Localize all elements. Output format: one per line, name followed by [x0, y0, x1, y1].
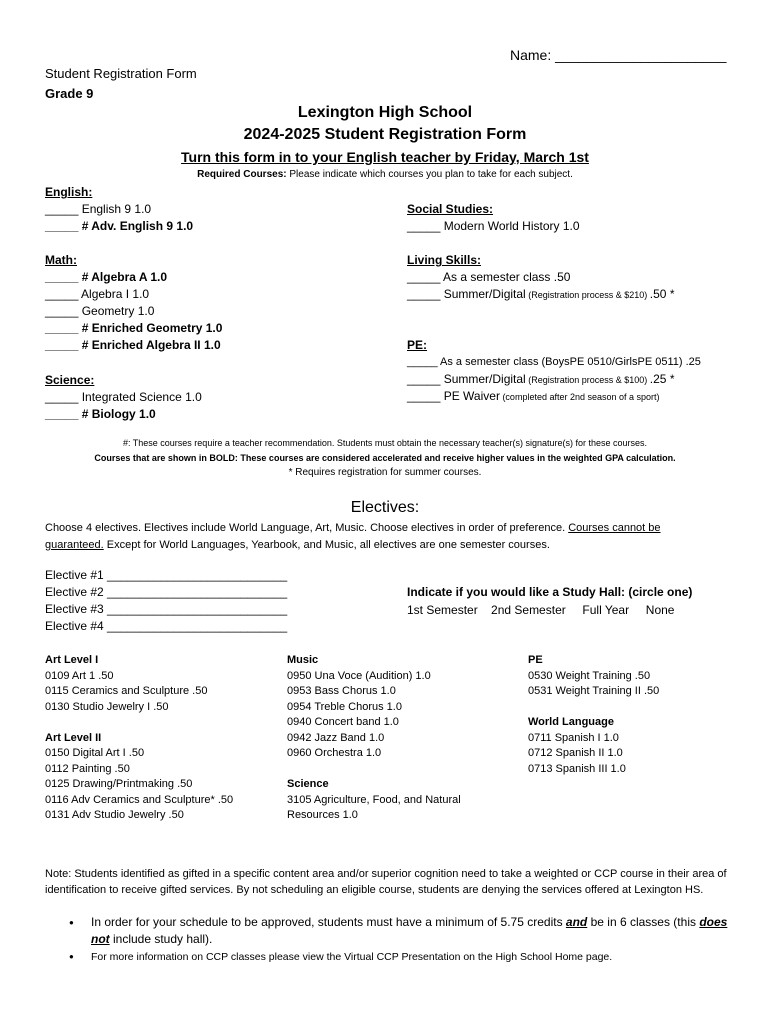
- instruction: Turn this form in to your English teacher by Friday, March 1st: [181, 149, 589, 165]
- math-heading: Math:: [45, 253, 77, 267]
- item-note: (completed after 2nd season of a sport): [499, 392, 660, 402]
- social-studies-section: [407, 201, 580, 235]
- living-skills-item: [407, 286, 674, 303]
- english-item: _____ # Adv. English 9 1.0: [45, 219, 194, 233]
- intro-text: Choose 4 electives. Electives include World Language, Art, Music. Choose electives in order of preference.: [45, 522, 569, 534]
- pe-item: [407, 388, 701, 405]
- intro-underline: Courses cannot be: [568, 522, 661, 534]
- world-language-heading: World Language: [528, 716, 614, 728]
- note-emphasis: does not: [91, 915, 728, 946]
- spacer: [45, 715, 233, 731]
- item-main: _____ Summer/Digital: [407, 287, 526, 301]
- required-label: Required Courses:: [197, 169, 287, 180]
- catalog-pe-language: [528, 653, 659, 777]
- required-courses-note: [0, 169, 770, 180]
- item-end: .25 *: [649, 372, 675, 386]
- art1-heading: Art Level I: [45, 654, 99, 666]
- item-note: (Registration process & $210): [525, 290, 650, 300]
- science-section: [45, 372, 202, 423]
- catalog-item: 0531 Weight Training II .50: [528, 685, 660, 697]
- item-end: .50 *: [649, 287, 675, 301]
- catalog-item: 0131 Adv Studio Jewelry .50: [45, 809, 184, 821]
- form-label: Student Registration Form: [45, 66, 197, 81]
- elective-slot[interactable]: Elective #1 ___________________________: [45, 568, 288, 582]
- catalog-art: [45, 653, 233, 824]
- science-item: _____ Integrated Science 1.0: [45, 390, 202, 404]
- catalog-item: Resources 1.0: [287, 809, 358, 821]
- study-hall-options[interactable]: 1st Semester 2nd Semester Full Year None: [407, 603, 675, 617]
- catalog-item: 0115 Ceramics and Sculpture .50: [45, 685, 208, 697]
- required-text: Please indicate which courses you plan to take for each subject.: [286, 169, 573, 180]
- notes-list: [45, 914, 735, 965]
- social-studies-heading: Social Studies:: [407, 202, 494, 216]
- item-note: (Registration process & $100): [525, 375, 650, 385]
- catalog-item: 0960 Orchestra 1.0: [287, 747, 382, 759]
- catalog-music-science: [287, 653, 461, 824]
- living-skills-item: _____ As a semester class .50: [407, 270, 571, 284]
- footnote-star: * Requires registration for summer courses.: [288, 467, 482, 478]
- english-section: [45, 184, 193, 235]
- school-title: Lexington High School: [297, 104, 473, 121]
- pe-heading: PE:: [407, 338, 428, 352]
- social-studies-item: _____ Modern World History 1.0: [407, 219, 580, 233]
- catalog-item: 0713 Spanish III 1.0: [528, 762, 626, 775]
- music-heading: Music: [287, 654, 319, 666]
- catalog-item: 0940 Concert band 1.0: [287, 716, 399, 728]
- catalog-item: 0112 Painting .50: [45, 762, 130, 775]
- catalog-item: 0950 Una Voce (Audition) 1.0: [287, 669, 431, 682]
- catalog-item: 0711 Spanish I 1.0: [528, 731, 619, 744]
- note-emphasis: and: [565, 915, 588, 929]
- math-item: _____ # Enriched Geometry 1.0: [45, 321, 223, 335]
- intro-text: Except for World Languages, Yearbook, and Music, all electives are one semester courses.: [103, 539, 550, 551]
- science-heading: Science:: [45, 373, 95, 387]
- footnote-hash: #: These courses require a teacher recommendation. Students must obtain the necessary teacher(s) signature(s) for these courses.: [122, 438, 648, 448]
- spacer: [528, 700, 659, 716]
- elective-slot[interactable]: Elective #2 ___________________________: [45, 585, 288, 599]
- catalog-item: 0150 Digital Art I .50: [45, 747, 145, 759]
- elective-slot[interactable]: Elective #3 ___________________________: [45, 602, 288, 616]
- item-main: _____ PE Waiver: [407, 389, 500, 403]
- catalog-item: 0953 Bass Chorus 1.0: [287, 685, 396, 697]
- math-item: _____ # Algebra A 1.0: [45, 270, 168, 284]
- catalog-item: 0530 Weight Training .50: [528, 669, 651, 682]
- math-item: _____ Algebra I 1.0: [45, 287, 150, 301]
- art2-heading: Art Level II: [45, 731, 102, 744]
- pe-catalog-heading: PE: [528, 654, 543, 666]
- grade-label: Grade 9: [45, 86, 94, 101]
- english-heading: English:: [45, 185, 93, 199]
- note-text: be in 6 classes (this: [587, 915, 700, 929]
- catalog-item: 3105 Agriculture, Food, and Natural: [287, 793, 461, 806]
- catalog-item: 0116 Adv Ceramics and Sculpture* .50: [45, 793, 234, 806]
- living-skills-heading: Living Skills:: [407, 253, 482, 267]
- catalog-item: 0954 Treble Chorus 1.0: [287, 700, 402, 713]
- catalog-item: 0125 Drawing/Printmaking .50: [45, 778, 193, 790]
- pe-item: _____ As a semester class (BoysPE 0510/GirlsPE 0511) .25: [407, 356, 701, 368]
- name-field-label: Name: ______________________: [510, 47, 727, 63]
- item-main: _____ Summer/Digital: [407, 372, 526, 386]
- intro-underline: guaranteed.: [45, 539, 104, 551]
- living-skills-section: [407, 252, 674, 303]
- catalog-item: 0130 Studio Jewelry I .50: [45, 700, 169, 713]
- catalog-item: 0712 Spanish II 1.0: [528, 747, 623, 759]
- note-text: include study hall).: [109, 932, 213, 946]
- catalog-item: 0109 Art 1 .50: [45, 669, 114, 682]
- math-item: _____ # Enriched Algebra II 1.0: [45, 338, 221, 352]
- note-text: In order for your schedule to be approved, students must have a minimum of 5.75 credits: [91, 915, 566, 929]
- electives-heading: Electives:: [350, 499, 420, 516]
- elective-slot[interactable]: Elective #4 ___________________________: [45, 619, 288, 633]
- science-item: _____ # Biology 1.0: [45, 407, 156, 421]
- math-item: _____ Geometry 1.0: [45, 304, 155, 318]
- electives-intro: [45, 520, 661, 554]
- spacer: [287, 762, 461, 778]
- pe-item: [407, 371, 701, 388]
- note-bullet: ● For more information on CCP classes please view the Virtual CCP Presentation on the High School Home page.: [45, 949, 735, 965]
- note-bullet: [45, 914, 735, 948]
- elective-slots: [45, 567, 287, 635]
- study-hall-label: Indicate if you would like a Study Hall: (circle one): [407, 585, 693, 599]
- catalog-item: 0942 Jazz Band 1.0: [287, 731, 385, 744]
- footnote-bold: Courses that are shown in BOLD: These courses are considered accelerated and receive higher values in the weighted GPA calculation.: [94, 453, 676, 463]
- english-item: _____ English 9 1.0: [45, 202, 152, 216]
- pe-section: [407, 337, 701, 405]
- science-catalog-heading: Science: [287, 778, 329, 790]
- gifted-note: Note: Students identified as gifted in a specific content area and/or superior cognition need to take a weighted or CCP course in their area of identification to receive gifted services. By not scheduling an eligible course, students are denying the services offered at Lexington HS.: [45, 868, 727, 896]
- math-section: [45, 252, 222, 354]
- form-title: 2024-2025 Student Registration Form: [243, 126, 527, 143]
